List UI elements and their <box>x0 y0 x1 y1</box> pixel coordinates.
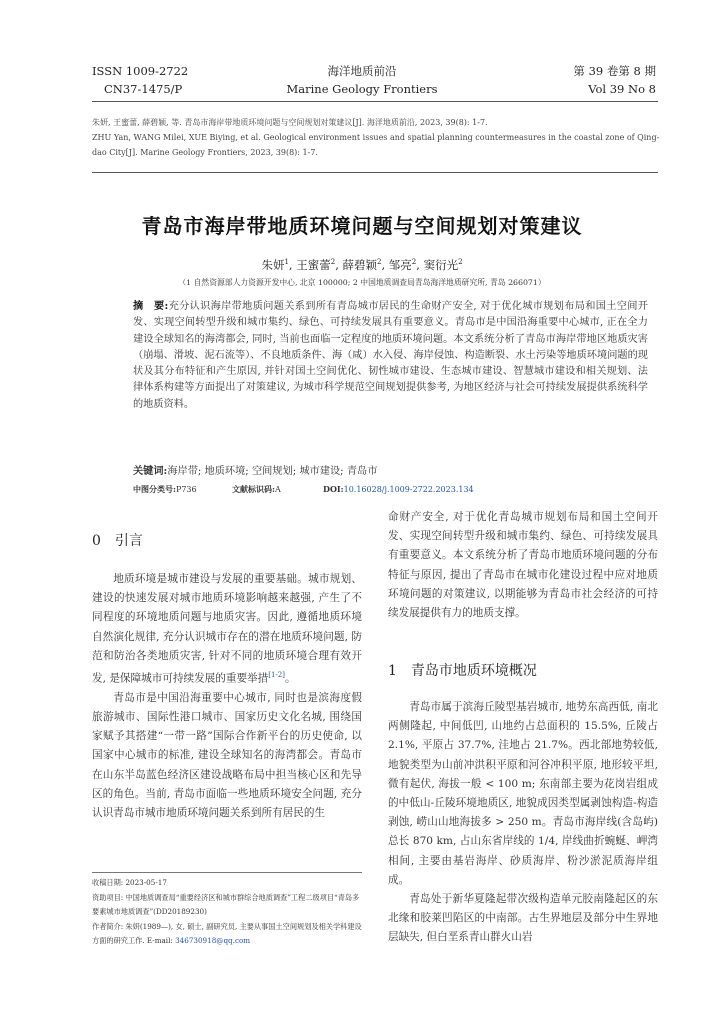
received-date: 收稿日期: 2023-05-17 <box>92 878 167 887</box>
clc-label: 中图分类号: <box>133 484 176 494</box>
author-name: 朱妍 <box>261 258 285 272</box>
author-name: 邹亮 <box>388 258 412 272</box>
paragraph-text: 地质环境是城市建设与发展的重要基础。城市规划、建设的快速发展对城市地质环境影响越来越强, 产生了不同程度的环境地质问题与地质灾害。因此, 遵循地质环境自然演化规律, 充分认识城市存在的潜在地质环境问题, 防范和防治各类地质灾害, 针对不同的地质环境合理有效开发, 是保障城市可持续发展的重要举措 <box>92 573 362 685</box>
volume-cn: 第 39 卷第 8 期 <box>573 64 656 78</box>
author-info-text: 作者简介: 朱妍(1989—), 女, 硕士, 副研究员, 主要从事国土空间规划及相关学科建设方面的研究工作. E-mail: <box>92 921 362 945</box>
right-column-body <box>388 698 658 948</box>
paragraph: 青岛市是中国沿海重要中心城市, 同时也是滨海度假旅游城市、国际性港口城市、国家历史文化名城, 围绕国家赋予其搭建“一带一路”国际合作新平台的历史使命, 以国家中心城市的标准, 建设全球知名的海湾都会。青岛市在山东半岛蓝色经济区建设战略布局中担当核心区和先导区的角色。当前, 青岛市面临一些地质环境安全问题, 充分认识青岛市城市地质环境问题关系到所有居民的生 <box>92 691 362 819</box>
author-name: 薛碧颖 <box>342 258 378 272</box>
keywords-text: 海岸带; 地质环境; 空间规划; 城市建设; 青岛市 <box>167 466 378 477</box>
cn-number: CN37-1475/P <box>104 82 183 96</box>
left-column-body <box>92 570 362 823</box>
affiliation: （1 自然资源部人力资源开发中心, 北京 100000; 2 中国地质调查局青岛海洋地质研究所, 青岛 266071） <box>178 278 546 287</box>
author-sup: 2 <box>458 258 463 267</box>
issn: ISSN 1009-2722 <box>92 64 189 78</box>
right-column-body-top <box>388 508 658 623</box>
section-0-heading: 0 引言 <box>92 533 143 549</box>
clc <box>133 484 197 495</box>
keywords-label: 关键词: <box>133 465 168 477</box>
author-sup: 2 <box>330 258 336 267</box>
author-sup: 2 <box>377 258 382 267</box>
author-name: 窦衍光 <box>423 258 459 272</box>
paragraph-end: 。 <box>284 672 296 685</box>
citation-en-2: dao City[J]. Marine Geology Frontiers, 2023, 39(8): 1-7. <box>92 148 318 157</box>
clc-value: P736 <box>175 485 197 494</box>
funding: 资助项目: 中国地质调查局“重要经济区和城市群综合地质调查”工程二级项目“青岛多要素城市地质调查”(DD20189230) <box>92 892 360 916</box>
author-info <box>92 920 362 949</box>
journal-name-cn: 海洋地质前沿 <box>327 64 397 78</box>
abstract <box>133 298 648 413</box>
doi-link[interactable]: 10.16028/j.1009-2722.2023.134 <box>343 485 474 494</box>
citation-cn: 朱妍, 王蜜蕾, 薛碧颖, 等. 青岛市海岸带地质环境问题与空间规划对策建议[J]. 海洋地质前沿, 2023, 39(8): 1-7. <box>92 118 488 127</box>
doi <box>323 484 474 494</box>
paragraph: 命财产安全, 对于优化青岛城市规划布局和国土空间开发、实现空间转型升级和城市集约、绿色、可持续发展具有重要意义。本文系统分析了青岛市地质环境问题的分布特征与原因, 提出了青岛市在城市化建设过程中应对地质环境问题的对策建议, 以期能够为青岛市社会经济的可持续发展提供有力的地质支撑。 <box>388 511 658 620</box>
volume-en: Vol 39 No 8 <box>588 82 656 96</box>
paragraph: 青岛市属于滨海丘陵型基岩城市, 地势东高西低, 南北两侧隆起, 中间低凹, 山地约占总面积的 15.5%, 丘陵占 2.1%, 平原占 37.7%, 洼地占 21.7%。西北部地势较低, 地貌类型为山前冲洪积平原和河谷冲积平原, 地形较平坦, 微有起伏, 海拔一般 < 100 m; 东南部主要为花岗岩组成的中低山-丘陵环境地质区, 地貌成因类型属剥蚀构造-构造剥蚀, 崂山山地海拔多 > 250 m。青岛市海岸线(含岛屿)总长 870 km, 占山东省岸线的 1/4, 岸线曲折蜿蜒、岬湾相间, 主要由基岩海岸、砂质海岸、粉沙淤泥质海岸组成。 <box>388 701 658 886</box>
author-sup: 2 <box>411 258 417 267</box>
citation-en-1: ZHU Yan, WANG Milei, XUE Biying, et al. Geological environment issues and spatial planning countermeasures in the coastal zone of Qing- <box>92 133 660 142</box>
citation-block <box>92 115 658 160</box>
doc-code <box>232 484 281 495</box>
footnote <box>92 876 362 949</box>
journal-name-en: Marine Geology Frontiers <box>286 82 438 96</box>
doc-code-value: A <box>274 485 281 494</box>
citation-rule <box>92 172 658 173</box>
doc-code-label: 文献标识码: <box>232 484 275 494</box>
doi-label: DOI: <box>323 484 344 494</box>
reference-link[interactable]: [1-2] <box>268 671 285 680</box>
abstract-label: 摘 要: <box>133 300 169 312</box>
header-rule <box>92 101 658 102</box>
paragraph <box>92 570 362 689</box>
section-1-heading: 1 青岛市地质环境概况 <box>388 663 537 679</box>
author-name: 王蜜蕾 <box>296 258 331 272</box>
article-title: 青岛市海岸带地质环境问题与空间规划对策建议 <box>141 214 583 238</box>
keywords <box>133 462 648 477</box>
footnote-rule <box>92 872 362 873</box>
paragraph: 青岛处于新华夏隆起带次级构造单元胶南隆起区的东北缘和胶莱凹陷区的中南部。古生界地层及部分中生界地层缺失, 但白垩系青山群火山岩 <box>388 893 658 944</box>
author-list: 朱妍$^1$, 王蜜蕾$^2$, 薛碧颖$^2$, 邹亮$^2$, 窦衍光$^2$ <box>261 258 463 272</box>
email-link[interactable]: 346730918@qq.com <box>175 936 251 945</box>
abstract-text: 充分认识海岸带地质问题关系到所有青岛城市居民的生命财产安全, 对于优化城市规划布局和国土空间开发、实现空间转型升级和城市集约、绿色、可持续发展具有重要意义。青岛市是中国沿海重要中心城市, 正在全力建设全球知名的海湾都会, 同时, 当前也面临一定程度的地质环境问题。本文系统分析了青岛市海岸带地区地质灾害（崩塌、滑坡、泥石流等）、不良地质条件、海（咸）水入侵、海岸侵蚀、构造断裂、水土污染等地质环境问题的现状及其分布特征和产生原因, 并针对国土空间优化、韧性城市建设、生态城市建设、智慧城市建设和相关规划、法律体系构建等方面提出了对策建议, 为城市科学规范空间规划提供参考, 为地区经济与社会可持续发展提供系统科学的地质资料。 <box>133 301 648 410</box>
author-sup: 1 <box>284 258 289 267</box>
